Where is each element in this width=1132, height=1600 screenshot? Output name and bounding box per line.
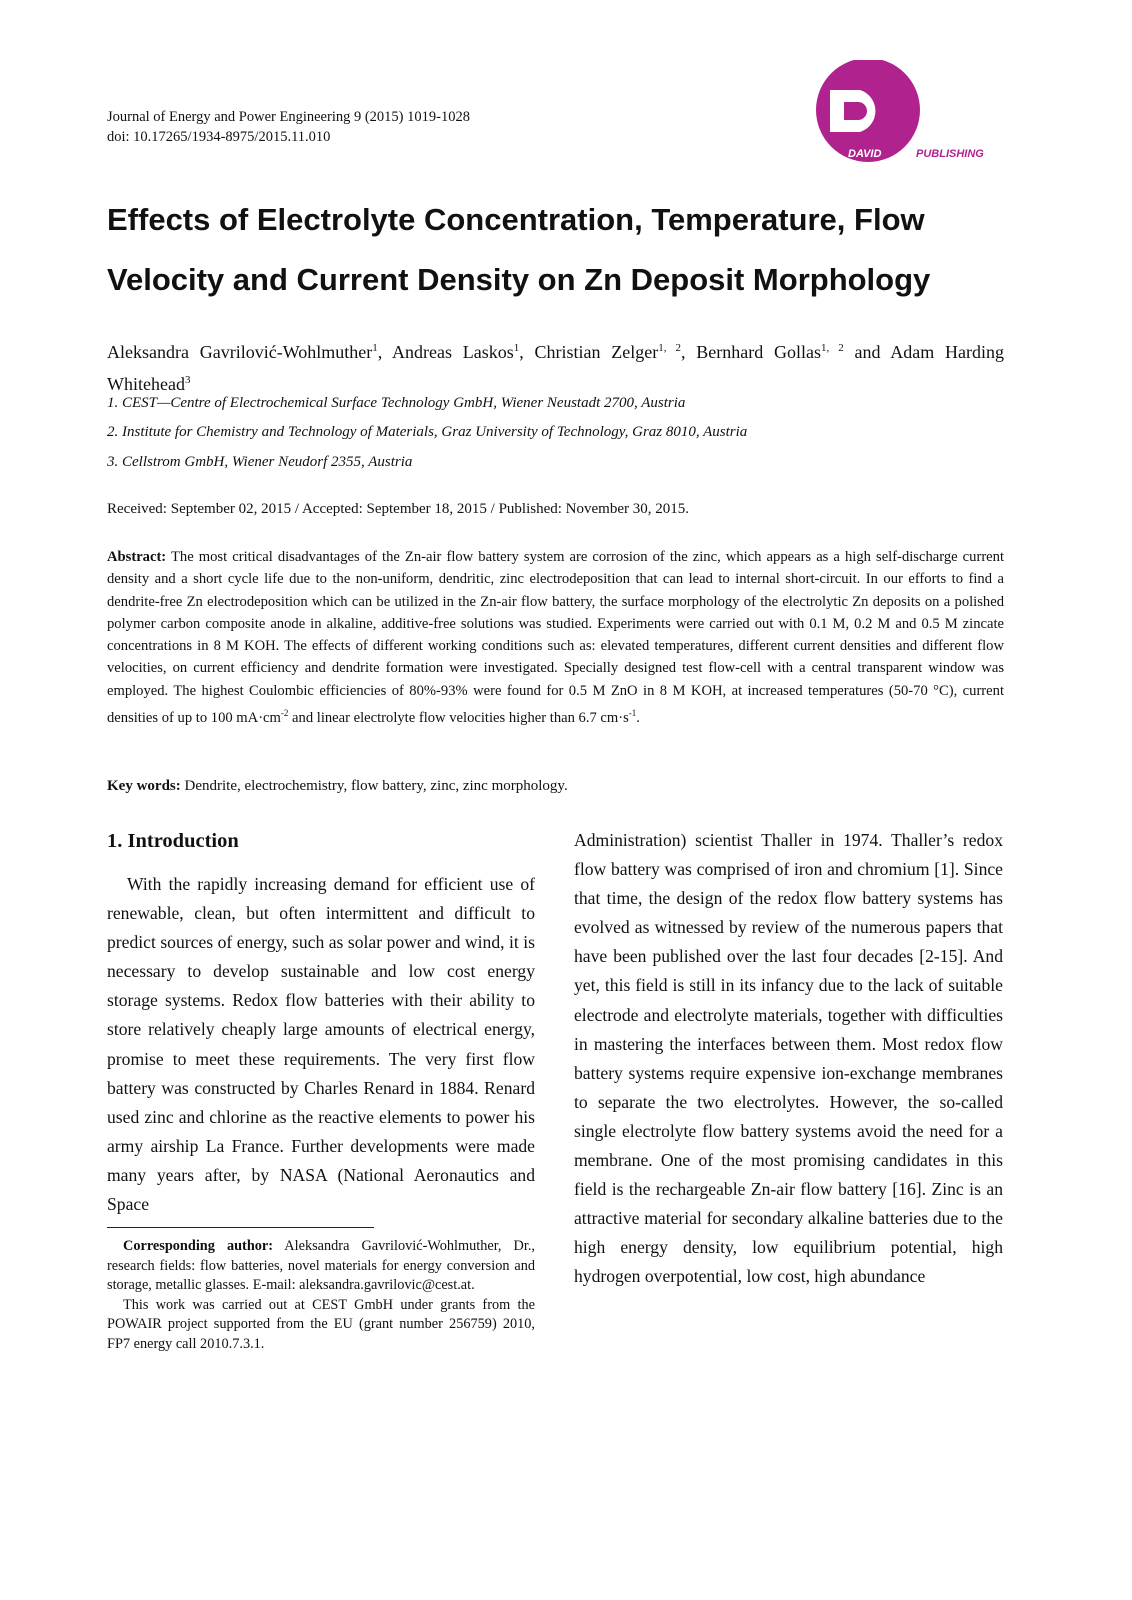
author-name: Aleksandra Gavrilović-Wohlmuther bbox=[107, 342, 373, 362]
keywords-text: Dendrite, electrochemistry, flow battery, zinc, zinc morphology. bbox=[184, 778, 568, 794]
grant-note: This work was carried out at CEST GmbH under grants from the POWAIR project supported from the EU (grant number 256759) 2010, FP7 energy call 2010.7.3.1. bbox=[107, 1296, 535, 1352]
abstract-text: The most critical disadvantages of the Zn-air flow battery system are corrosion of the zinc, which appears as a high self-discharge current density and a short cycle life due to the non-uniform, dendritic, zinc electrodeposition that can lead to internal short-circuit. In our efforts to find a dendrite-free Zn electrodeposition which can be utilized in the Zn-air flow battery, the surface morphology of the electrolytic Zn deposits on a polished polymer carbon composite anode in alkaline, additive-free solutions was studied. Experiments were carried out with 0.1 M, 0.2 M and 0.5 M zincate concentrations in 8 M KOH. The effects of different working conditions such as: elevated temperatures, different current densities and different flow velocities, on current efficiency and dendrite formation were investigated. Specially designed test flow-cell with a central transparent window was employed. The highest Coulombic efficiencies of 80%-93% were found for 0.5 M ZnO in 8 M KOH, at increased temperatures (50-70 °C), current densities of up to 100 mA·cm bbox=[107, 549, 1005, 726]
author-sup: 1, 2 bbox=[658, 342, 681, 354]
intro-paragraph-right: Administration) scientist Thaller in 1974. Thaller’s redox flow battery was comprised of iron and chromium [1]. Since that time, the design of the redox flow battery systems has evolved as witnessed by review of the numerous papers that have been published over the last four decades [2-15]. And yet, this field is still in its infancy due to the lack of suitable electrode and electrolyte materials, together with difficulties in mastering the interfaces between them. Most redox flow battery systems require expensive ion-exchange membranes to separate the two electrolytes. However, the so-called single electrolyte flow battery systems avoid the need for a membrane. One of the most promising candidates in this field is the rechargeable Zn-air flow battery [16]. Zinc is an attractive material for secondary alkaline batteries due to the high energy density, low equilibrium potential, high hydrogen overpotential, low cost, high abundance bbox=[574, 830, 1003, 1287]
publisher-logo bbox=[816, 60, 1006, 170]
footnotes bbox=[107, 1237, 535, 1354]
corresponding-author-label: Corresponding author: bbox=[123, 1238, 274, 1254]
corresponding-author-note bbox=[107, 1237, 535, 1296]
journal-citation: Journal of Energy and Power Engineering 9 (2015) 1019-1028 bbox=[107, 109, 470, 125]
author-list: Aleksandra Gavrilović-Wohlmuther$^1$, Andreas Laskos$^1$, Christian Zelger$^{1, 2}$, Bernhard Gollas$^{1, 2}$ and Adam Harding Whitehead$^3$ bbox=[107, 342, 1005, 394]
logo-text-david: DAVID bbox=[848, 148, 882, 160]
abstract-text-end: . bbox=[636, 709, 640, 726]
author-sup: 1 bbox=[372, 342, 378, 354]
footnote-divider bbox=[107, 1227, 374, 1228]
author-name: Andreas Laskos bbox=[392, 342, 514, 362]
intro-paragraph-left: With the rapidly increasing demand for efficient use of renewable, clean, but often intermittent and difficult to predict sources of energy, such as solar power and wind, it is necessary to develop sustainable and low cost energy storage systems. Redox flow batteries with their ability to store relatively cheaply large amounts of electrical energy, promise to meet these requirements. The very first flow battery was constructed by Charles Renard in 1884. Renard used zinc and chlorine as the reactive elements to power his army airship La France. Further developments were made many years after, by NASA (National Aeronautics and Space bbox=[107, 874, 535, 1215]
author-name: Christian Zelger bbox=[534, 342, 659, 362]
author-name: Adam Harding Whitehead bbox=[107, 342, 1005, 394]
author-name: Bernhard Gollas bbox=[696, 342, 821, 362]
affiliation-3: 3. Cellstrom GmbH, Wiener Neudorf 2355, Austria bbox=[107, 454, 413, 470]
paper-title: Effects of Electrolyte Concentration, Temperature, Flow Velocity and Current Density on Zn Deposit Morphology bbox=[107, 202, 931, 297]
abstract-sup-1: -2 bbox=[280, 708, 289, 719]
author-sup: 1 bbox=[513, 342, 520, 354]
author-sup: 1, 2 bbox=[821, 342, 844, 354]
publication-dates: Received: September 02, 2015 / Accepted: September 18, 2015 / Published: November 30, 2015. bbox=[107, 501, 689, 517]
keywords-label: Key words: bbox=[107, 778, 181, 794]
affiliation-2: 2. Institute for Chemistry and Technology of Materials, Graz University of Technology, Graz 8010, Austria bbox=[107, 424, 748, 440]
journal-header bbox=[107, 107, 470, 147]
right-column bbox=[574, 826, 1003, 1292]
doi: doi: 10.17265/1934-8975/2015.11.010 bbox=[107, 129, 331, 145]
author-sup: 3 bbox=[184, 374, 191, 386]
section-heading: 1. Introduction bbox=[107, 830, 239, 852]
abstract-sup-2: -1 bbox=[628, 708, 637, 719]
abstract-text-mid: and linear electrolyte flow velocities higher than 6.7 cm·s bbox=[288, 709, 629, 726]
left-column bbox=[107, 826, 535, 1219]
abstract bbox=[107, 546, 1004, 729]
keywords bbox=[107, 778, 568, 795]
abstract-label: Abstract: bbox=[107, 549, 167, 565]
logo-text-publishing: PUBLISHING bbox=[916, 148, 984, 160]
corresponding-author-text: Aleksandra Gavrilović-Wohlmuther, Dr., research fields: flow batteries, novel materials for energy conversion and storage, metallic glasses. E-mail: aleksandra.gavrilovic@cest.at. bbox=[107, 1238, 536, 1293]
affiliation-1: 1. CEST—Centre of Electrochemical Surface Technology GmbH, Wiener Neustadt 2700, Austria bbox=[107, 395, 686, 411]
